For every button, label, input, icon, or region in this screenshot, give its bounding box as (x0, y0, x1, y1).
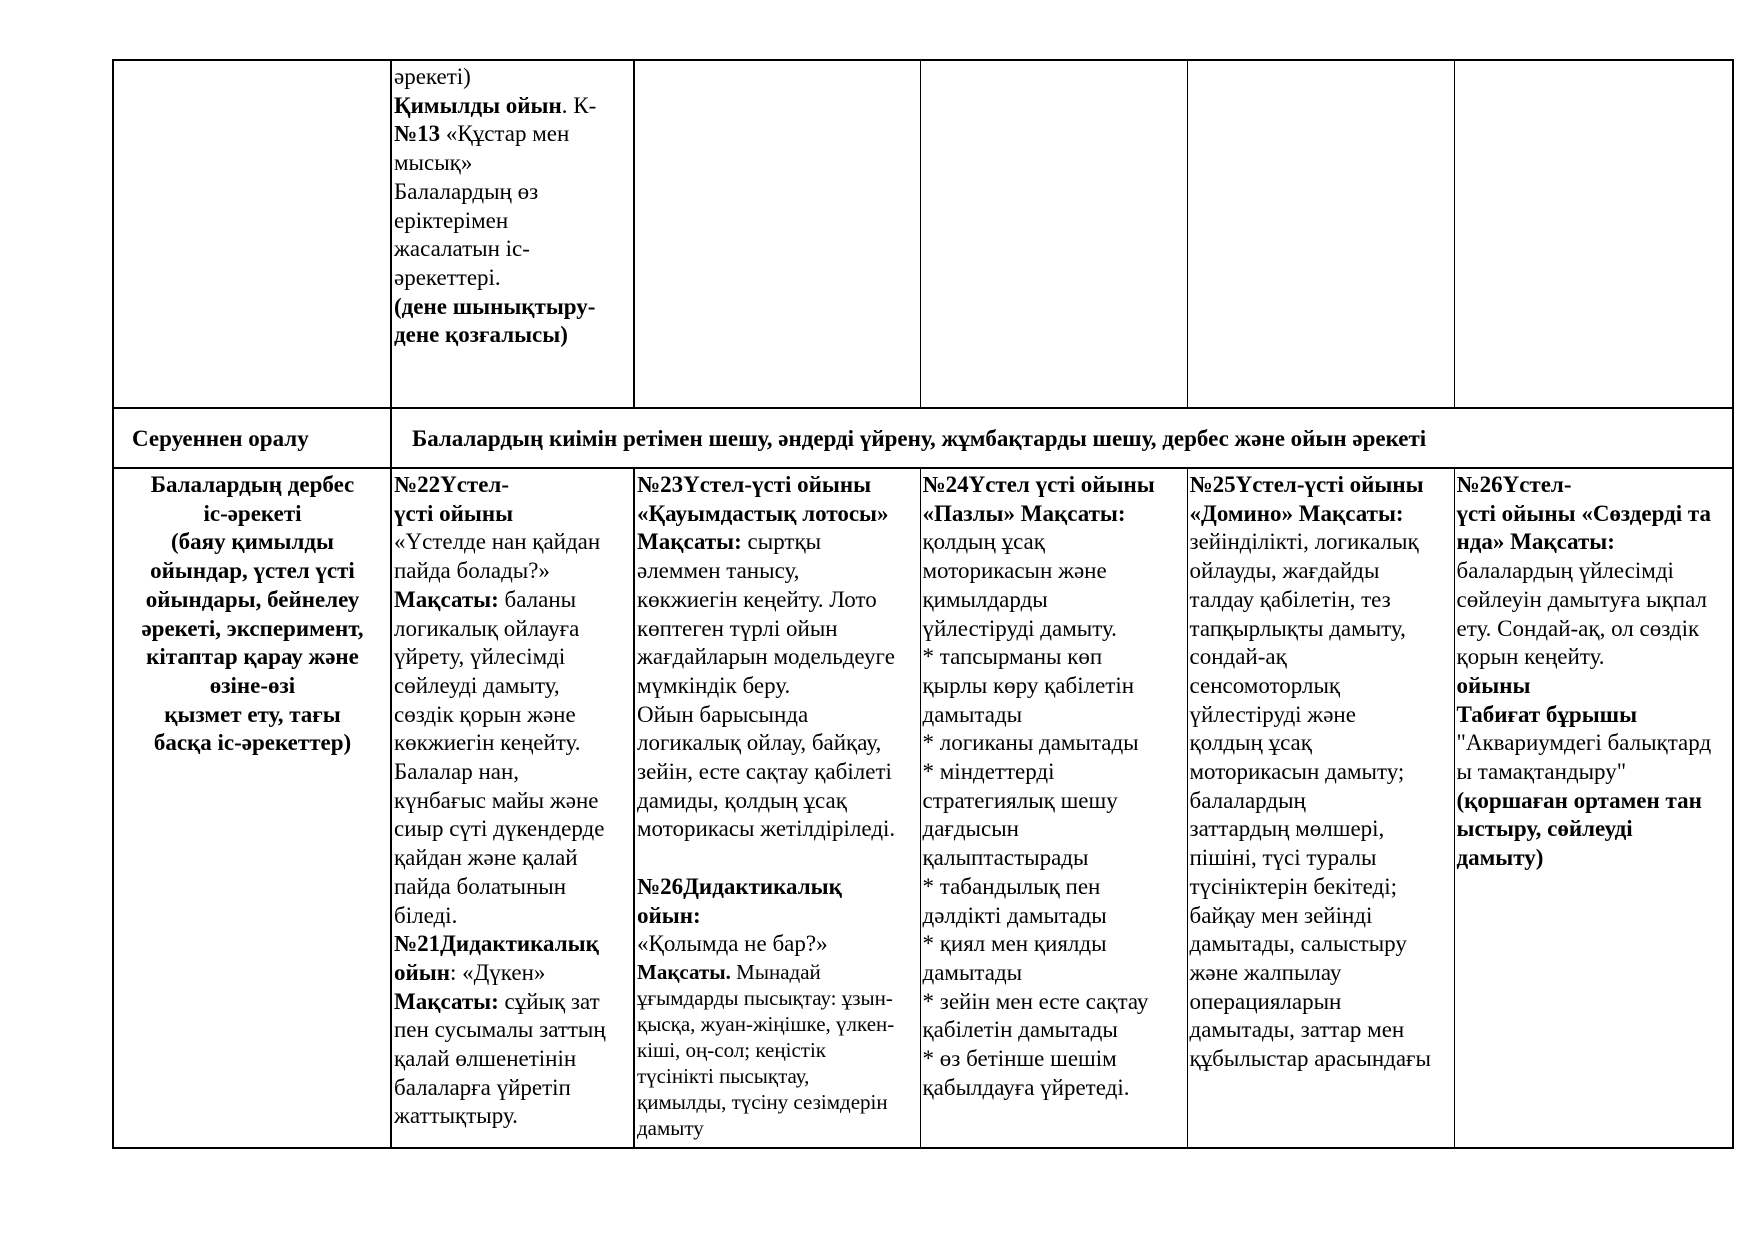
line-text: «Пазлы» Мақсаты: (922, 500, 1126, 526)
line-text: құбылыстар арасындағы (1189, 1046, 1431, 1072)
line-text: қимылды, түсіну сезімдерін (637, 1089, 888, 1114)
return-activity-cell (391, 408, 1733, 468)
empty-cell (920, 60, 1187, 408)
line-text: күнбағыс майы және (394, 787, 599, 813)
line-text: қырлы көру қабілетін (922, 672, 1135, 698)
text-line (1457, 615, 1732, 644)
text-line (1457, 844, 1732, 873)
daily-plan-table (112, 59, 1734, 1149)
text-line (1190, 1045, 1453, 1074)
text-line (394, 1016, 632, 1045)
line-text: дағдысын (922, 816, 1019, 842)
line-text: Балалар нан, (394, 759, 520, 785)
category-line: қызмет ету, тағы (164, 701, 341, 727)
text-line (637, 701, 919, 730)
line-text: үйрету, үйлесімді (394, 644, 566, 670)
line-text: үсті ойыны «Сөздерді та (1456, 500, 1711, 526)
line-text: қорын кеңейту. (1456, 644, 1605, 670)
text-line (923, 672, 1186, 701)
text-line (923, 729, 1186, 758)
line-text: қалыптастырады (922, 845, 1089, 871)
text-line (394, 264, 632, 293)
category-line: ойындары, бейнелеу (145, 586, 360, 612)
line-text: мүмкіндік беру. (637, 672, 791, 698)
line-text: қабылдауға үйретеді. (922, 1074, 1130, 1100)
line-text: * зейін мен есте сақтау (922, 988, 1149, 1014)
text-line (637, 729, 919, 758)
text-line (1457, 500, 1732, 529)
text-line (923, 873, 1186, 902)
category-cell (113, 468, 391, 1148)
line-text: нда» Мақсаты: (1456, 529, 1615, 555)
text-line (923, 586, 1186, 615)
text-line (394, 873, 632, 902)
line-text: моторикасы жетілдіріледі. (637, 816, 896, 842)
text-line (1457, 586, 1732, 615)
text-line (394, 959, 632, 988)
text-line (1190, 787, 1453, 816)
text-line (1457, 557, 1732, 586)
category-line: (баяу қимылды (171, 529, 334, 555)
activity-cell-5 (1454, 468, 1733, 1148)
text-line (1190, 902, 1453, 931)
return-title: Серуеннен оралу (132, 425, 309, 451)
line-text: тапқырлықты дамыту, (1189, 615, 1406, 641)
line-text: логикалық ойлау, байқау, (637, 730, 882, 756)
text-line (923, 988, 1186, 1017)
text-line (637, 985, 919, 1011)
text-line (394, 586, 632, 615)
category-line: әрекеті, эксперимент, (141, 615, 364, 641)
line-text: №23Үстел-үсті ойыны (637, 472, 872, 497)
text-line (1190, 844, 1453, 873)
text-line (394, 149, 632, 178)
line-text: пайда болады?» (394, 558, 550, 584)
line-text: көкжиегін кеңейту. (394, 730, 581, 756)
text-line (923, 758, 1186, 787)
line-text: сөйлеуін дамытуға ықпал (1456, 586, 1707, 612)
text-line (637, 557, 919, 586)
return-activity: Балалардың киімін ретімен шешу, әндерді үйрену, жұмбақтарды шешу, дербес және ойын әрекеті (412, 425, 1427, 451)
text-line (394, 930, 632, 959)
line-text: көкжиегін кеңейту. Лото (637, 586, 877, 612)
line-suffix: сыртқы (741, 529, 822, 555)
line-text: №24Үстел үсті ойыны (922, 472, 1155, 497)
line-text: зейін, есте сақтау қабілеті (637, 759, 892, 785)
line-text: сөйлеуді дамыту, (394, 672, 560, 698)
text-line (394, 528, 632, 557)
line-text: үйлестіруді дамыту. (922, 615, 1117, 641)
line-text: мысық» (394, 150, 473, 176)
line-text: пішіні, түсі туралы (1189, 845, 1377, 871)
line-text: №13 (394, 121, 446, 147)
line-text: сенсомоторлық (1189, 672, 1341, 698)
line-text: қабілетін дамытады (922, 1017, 1118, 1043)
line-text: №22Үстел- (394, 472, 509, 497)
text-line (637, 672, 919, 701)
text-line (394, 471, 632, 500)
text-line (923, 844, 1186, 873)
line-text: * міндеттерді (922, 759, 1055, 785)
line-text: * өз бетінше шешім (922, 1046, 1117, 1072)
text-line (1457, 672, 1732, 701)
category-line: басқа іс-әрекеттер) (153, 730, 352, 756)
line-text: ойлауды, жағдайды (1189, 558, 1380, 584)
line-text: жаттықтыру. (394, 1103, 518, 1129)
line-text: әрекеттері. (394, 264, 501, 290)
line-text: дене қозғалысы) (394, 322, 568, 348)
line-text: №26Үстел- (1456, 472, 1572, 497)
text-line (637, 815, 919, 844)
line-text: сөздік қорын және (394, 701, 576, 727)
line-text: қолдың ұсақ (1189, 730, 1312, 756)
activity-cell-3 (920, 468, 1187, 1148)
line-text: әрекеті) (394, 64, 471, 89)
line-text: ойын: (637, 902, 701, 928)
text-line (923, 1045, 1186, 1074)
text-line (1190, 1016, 1453, 1045)
text-line (1190, 758, 1453, 787)
line-text: балаларға үйретіп (394, 1074, 571, 1100)
text-line (394, 293, 632, 322)
text-line (394, 1074, 632, 1103)
line-text: түсінікті пысықтау, (637, 1063, 810, 1088)
empty-cell (1187, 60, 1454, 408)
line-text: үсті ойыны (394, 500, 514, 526)
text-line (637, 1063, 919, 1089)
text-line (637, 586, 919, 615)
line-text: ұғымдарды пысықтау: ұзын- (637, 985, 893, 1010)
text-line (637, 758, 919, 787)
text-line (923, 959, 1186, 988)
text-line (923, 557, 1186, 586)
text-line (1190, 643, 1453, 672)
line-text: қимылдарды (922, 586, 1048, 612)
line-text: «Үстелде нан қайдан (394, 529, 601, 555)
line-text: балалардың (1189, 787, 1306, 813)
line-text: байқау мен зейінді (1189, 902, 1373, 928)
text-line (394, 207, 632, 236)
line-text: дамытады (922, 959, 1023, 985)
text-line (637, 959, 919, 985)
line-text: заттардың мөлшері, (1189, 816, 1385, 842)
text-line (394, 235, 632, 264)
line-text: сондай-ақ (1189, 644, 1287, 670)
category-cell-empty (113, 60, 391, 408)
text-line (637, 1115, 919, 1141)
text-line (394, 92, 632, 121)
text-line (1190, 930, 1453, 959)
text-line (394, 844, 632, 873)
line-text: кіші, оң-сол; кеңістік (637, 1037, 826, 1062)
line-text: пен сусымалы заттың (394, 1017, 606, 1043)
text-line (923, 500, 1186, 529)
line-text: «Қауымдастық лотосы» (637, 500, 889, 526)
line-text: * логиканы дамытады (922, 730, 1139, 756)
line-suffix: . К- (561, 92, 597, 118)
text-line (923, 471, 1186, 500)
line-text: операцияларын (1189, 988, 1342, 1014)
text-line (394, 120, 632, 149)
line-text: ойыны (1456, 672, 1531, 698)
text-line (394, 321, 632, 350)
text-line (923, 1074, 1186, 1103)
text-line (923, 1016, 1186, 1045)
text-line (637, 902, 919, 931)
category-line: ойындар, үстел үсті (150, 558, 355, 584)
line-text: жағдайларын модельдеуге (637, 644, 895, 670)
line-text: дамытады, салыстыру (1189, 931, 1407, 957)
line-text: ету. Сондай-ақ, ол сөздік (1456, 615, 1700, 641)
return-label (113, 408, 391, 468)
text-line (637, 930, 919, 959)
text-line (394, 729, 632, 758)
line-text: дамыту (637, 1115, 704, 1140)
text-line (1457, 729, 1732, 758)
text-line (394, 500, 632, 529)
empty-cell (1454, 60, 1733, 408)
line-text: №26Дидактикалық (637, 873, 842, 899)
text-line (1190, 528, 1453, 557)
line-text: дамыту) (1456, 845, 1544, 871)
text-line (923, 902, 1186, 931)
text-line (394, 1045, 632, 1074)
line-suffix: баланы (498, 586, 577, 612)
text-line (637, 528, 919, 557)
line-text: қолдың ұсақ (922, 529, 1045, 555)
text-line (637, 787, 919, 816)
text-line (1190, 557, 1453, 586)
line-text: №21Дидактикалық (394, 931, 599, 957)
line-text: Мақсаты: (394, 988, 499, 1014)
continuation-cell (391, 60, 634, 408)
text-line (394, 63, 632, 92)
line-text: пайда болатынын (394, 873, 567, 899)
text-line (1190, 729, 1453, 758)
line-text: * тапсырманы көп (922, 644, 1103, 670)
line-text: * қиял мен қиялды (922, 931, 1107, 957)
line-text: Балалардың өз (394, 178, 539, 204)
line-text: логикалық ойлауға (394, 615, 580, 641)
text-line (394, 815, 632, 844)
line-text: дәлдікті дамытады (922, 902, 1107, 928)
text-line (1190, 586, 1453, 615)
text-line (1190, 471, 1453, 500)
line-text: қысқа, жуан-жіңішке, үлкен- (637, 1011, 895, 1036)
text-line (637, 1037, 919, 1063)
line-text: түсініктерін бекітеді; (1189, 873, 1398, 899)
return-row (113, 408, 1733, 468)
line-text: Мақсаты: (637, 529, 742, 555)
line-text: үйлестіруді және (1189, 701, 1356, 727)
line-text: және жалпылау (1189, 959, 1342, 985)
text-line (394, 1102, 632, 1131)
text-line (637, 500, 919, 529)
line-text: зейінділікті, логикалық (1189, 529, 1419, 555)
activity-cell-1 (391, 468, 634, 1148)
line-text: ыстыру, сөйлеуді (1456, 816, 1633, 842)
text-line (923, 930, 1186, 959)
text-line (637, 1011, 919, 1037)
text-line (923, 787, 1186, 816)
line-text: дамытады (922, 701, 1023, 727)
line-text: әлеммен танысу, (637, 558, 800, 584)
line-text: моторикасын дамыту; (1189, 759, 1405, 785)
line-text: ы тамақтандыру" (1456, 759, 1627, 785)
line-text: Мақсаты. (637, 959, 731, 984)
text-line (1190, 615, 1453, 644)
text-line (637, 844, 919, 873)
line-text: моторикасын және (922, 558, 1107, 584)
line-text: сиыр сүті дүкендерде (394, 816, 605, 842)
line-text: дамытады, заттар мен (1189, 1017, 1405, 1043)
line-text: «Қолымда не бар?» (637, 931, 828, 957)
text-line (394, 615, 632, 644)
text-line (1190, 701, 1453, 730)
text-line (1457, 528, 1732, 557)
line-text: * табандылық пен (922, 873, 1101, 899)
text-line (1190, 988, 1453, 1017)
text-line (394, 758, 632, 787)
text-line (637, 873, 919, 902)
activity-cell-4 (1187, 468, 1454, 1148)
line-text: "Аквариумдегі балықтард (1456, 730, 1712, 756)
line-text: стратегиялық шешу (922, 787, 1118, 813)
line-suffix: Мынадай (730, 959, 821, 984)
text-line (394, 557, 632, 586)
text-line (1190, 815, 1453, 844)
line-text: талдау қабілетін, тез (1189, 586, 1391, 612)
text-line (1457, 643, 1732, 672)
text-line (637, 1089, 919, 1115)
text-line (394, 672, 632, 701)
text-line (923, 615, 1186, 644)
text-line (1190, 500, 1453, 529)
line-text: қайдан және қалай (394, 845, 578, 871)
text-line (637, 615, 919, 644)
empty-cell (634, 60, 920, 408)
line-text: (дене шынықтыру- (394, 293, 596, 319)
text-line (394, 701, 632, 730)
line-text: ойын (394, 959, 450, 985)
text-line (394, 988, 632, 1017)
independent-activity-row (113, 468, 1733, 1148)
line-text: №25Үстел-үсті ойыны (1189, 472, 1424, 497)
line-text: «Домино» Мақсаты: (1189, 500, 1404, 526)
text-line (923, 701, 1186, 730)
line-text: дамиды, қолдың ұсақ (637, 787, 847, 813)
text-line (923, 528, 1186, 557)
continuation-row (113, 60, 1733, 408)
line-text: Ойын барысында (637, 701, 809, 727)
category-line: кітаптар қарау және (146, 644, 359, 670)
line-text: біледі. (394, 902, 458, 928)
line-text: қалай өлшенетінін (394, 1046, 577, 1072)
text-line (637, 643, 919, 672)
text-line (637, 471, 919, 500)
line-text: Табиғат бұрышы (1456, 701, 1638, 727)
line-text: көптеген түрлі ойын (637, 615, 838, 641)
line-suffix: : «Дүкен» (449, 959, 546, 985)
text-line (1190, 959, 1453, 988)
text-line (1457, 815, 1732, 844)
text-line (394, 643, 632, 672)
text-line (394, 178, 632, 207)
text-line (394, 902, 632, 931)
line-text: балалардың үйлесімді (1456, 558, 1674, 584)
text-line (1457, 787, 1732, 816)
text-line (923, 815, 1186, 844)
line-text: (қоршаған ортамен тан (1456, 787, 1702, 813)
category-line: өзіне-өзі (209, 672, 296, 698)
activity-cell-2 (634, 468, 920, 1148)
text-line (1457, 701, 1732, 730)
text-line (1457, 471, 1732, 500)
category-line: Балалардың дербес (150, 472, 355, 497)
text-line (1190, 873, 1453, 902)
line-text: еріктерімен (394, 207, 509, 233)
line-suffix: сұйық зат (498, 988, 600, 1014)
text-line (1457, 758, 1732, 787)
category-line: іс-әрекеті (203, 500, 302, 526)
text-line (394, 787, 632, 816)
line-text: жасалатын іс- (394, 236, 530, 262)
text-line (923, 643, 1186, 672)
line-suffix: «Құстар мен (445, 121, 570, 147)
line-text: Қимылды ойын (394, 92, 562, 118)
line-text: Мақсаты: (394, 586, 499, 612)
text-line (1190, 672, 1453, 701)
